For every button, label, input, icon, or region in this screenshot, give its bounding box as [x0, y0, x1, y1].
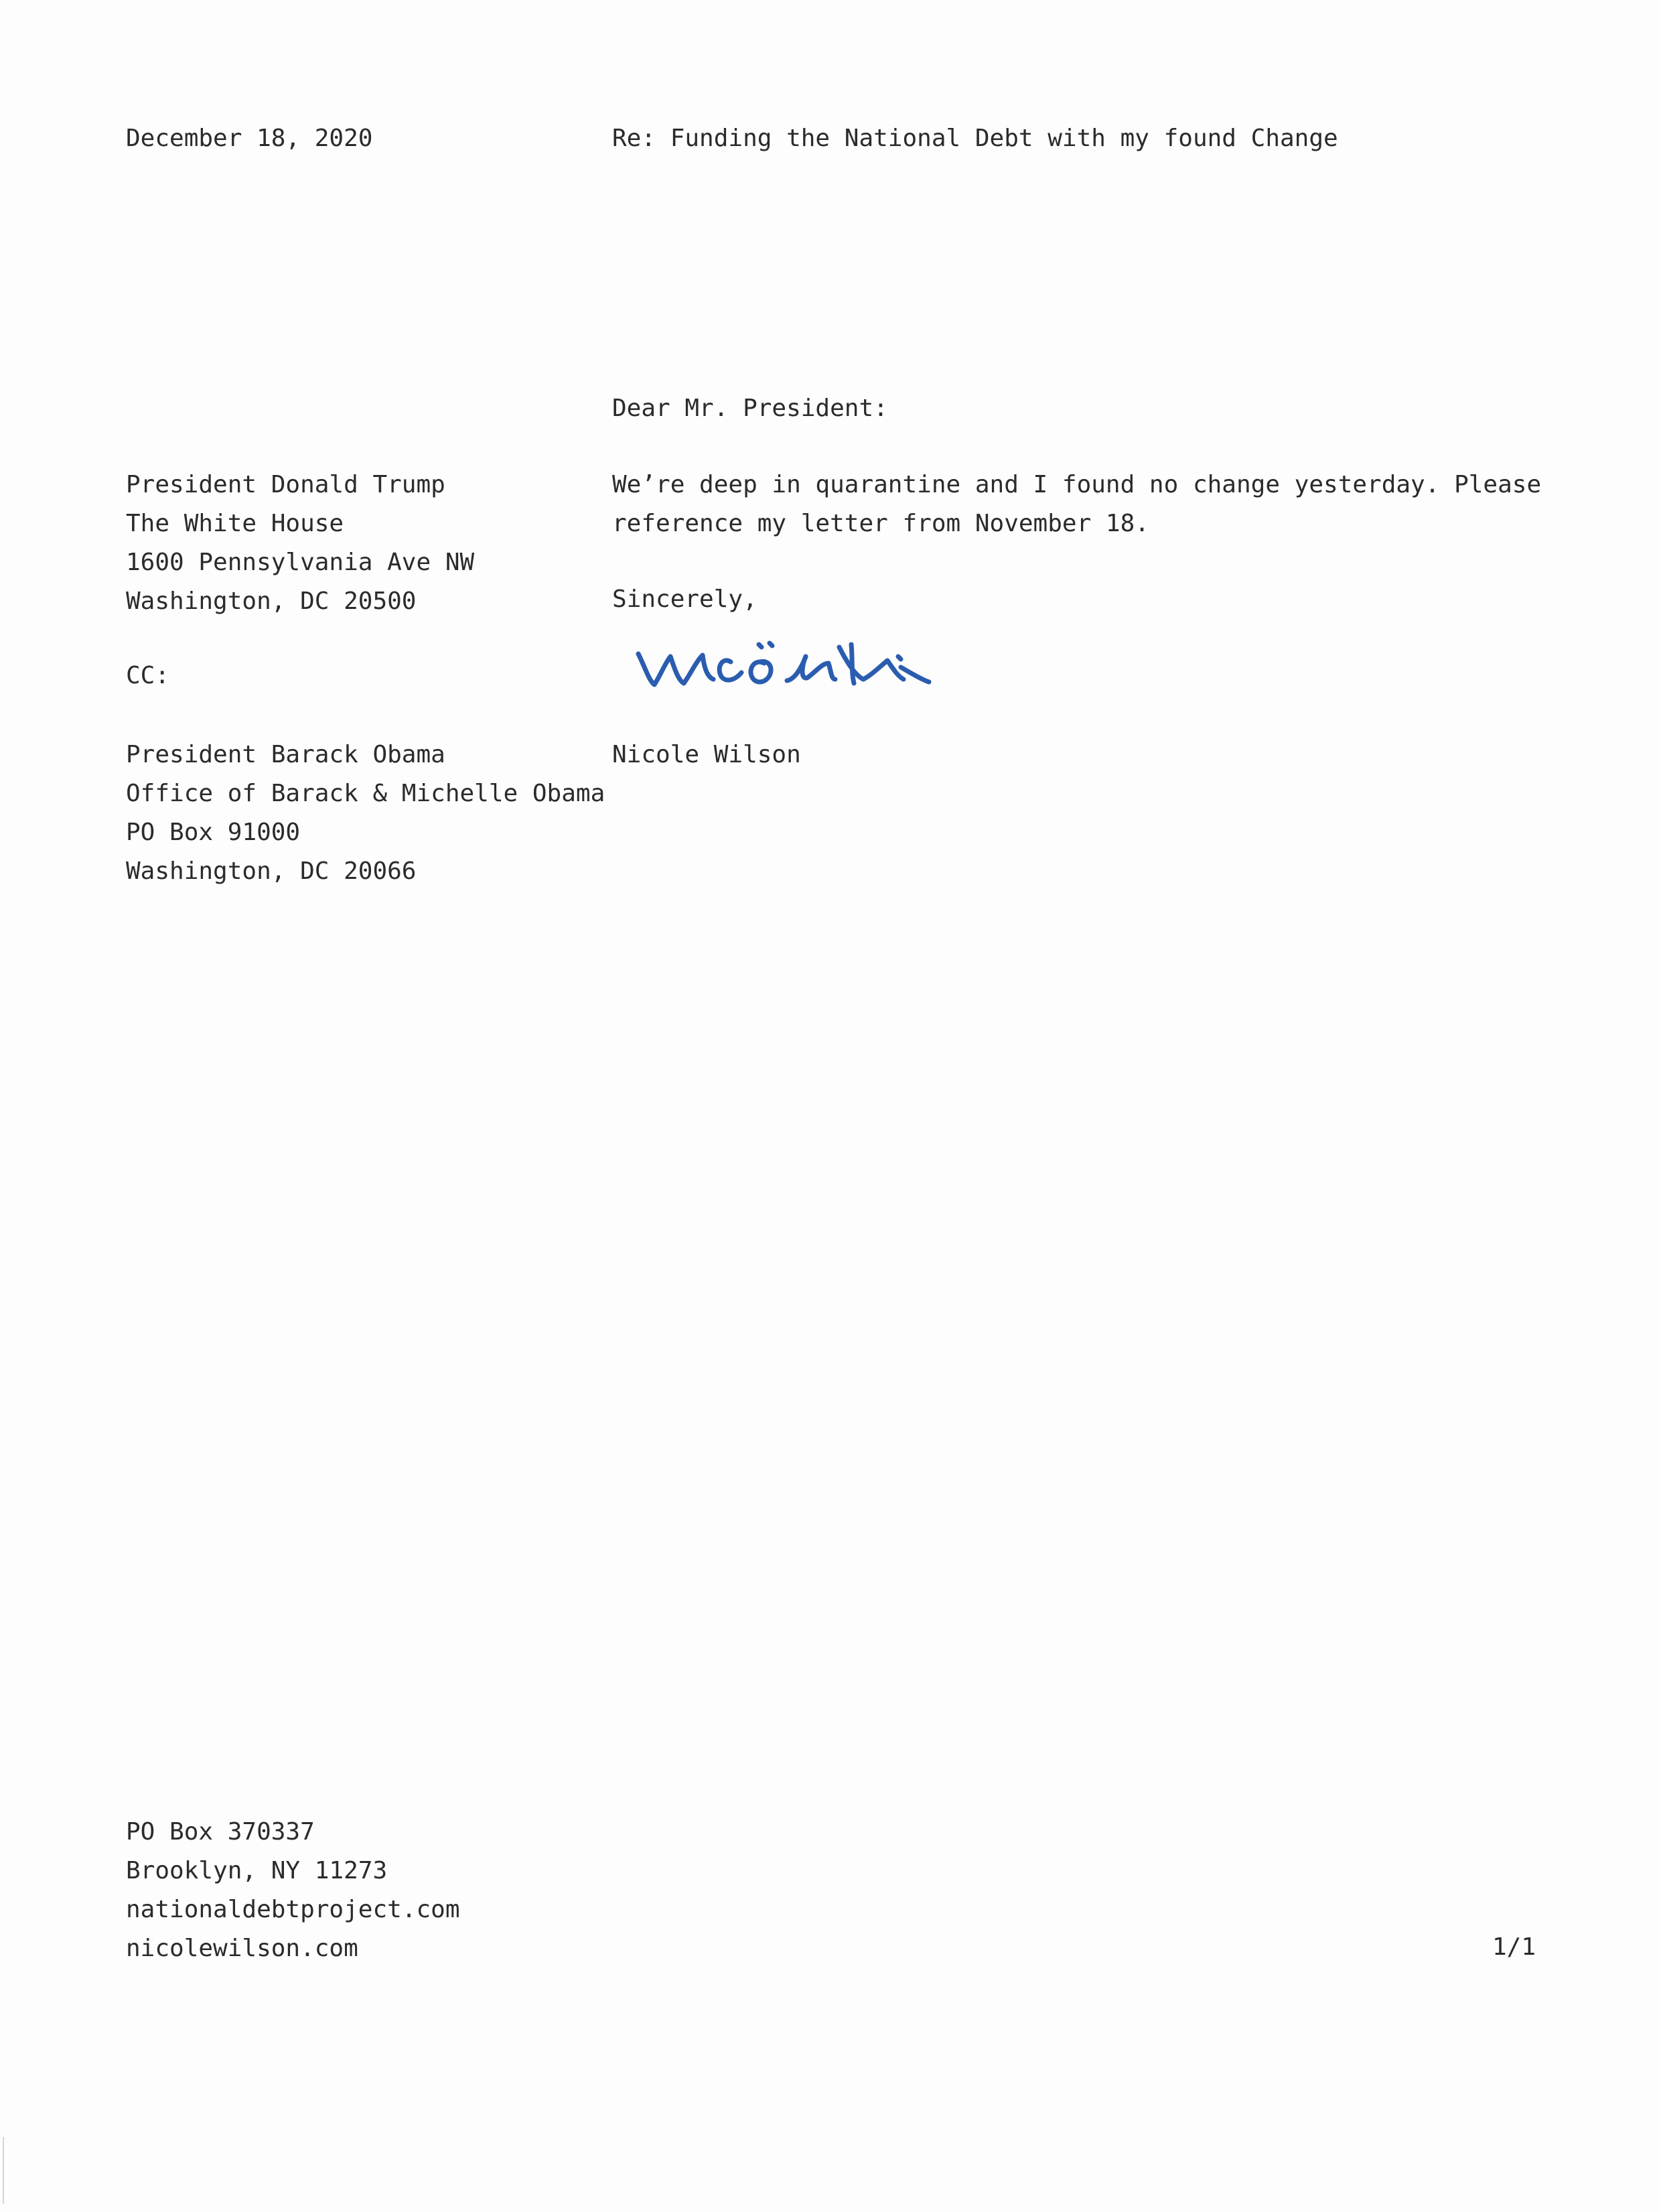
- recipient-street: 1600 Pennsylvania Ave NW: [126, 549, 475, 576]
- footer-city: Brooklyn, NY 11273: [126, 1857, 388, 1884]
- footer-website-personal: nicolewilson.com: [126, 1935, 358, 1962]
- page-number: 1/1: [1492, 1933, 1536, 1961]
- signature-ink: [638, 643, 929, 685]
- cc-city: Washington, DC 20066: [126, 857, 417, 885]
- footer-contact: [126, 1813, 460, 1968]
- cc-name: President Barack Obama: [126, 741, 445, 768]
- body-line: We’re deep in quarantine and I found no change yesterday. Please: [612, 471, 1542, 498]
- cc-address: [126, 736, 605, 891]
- footer-website-project: nationaldebtproject.com: [126, 1896, 460, 1923]
- recipient-name: President Donald Trump: [126, 471, 445, 498]
- letter-date: December 18, 2020: [126, 125, 373, 152]
- recipient-city: Washington, DC 20500: [126, 587, 417, 615]
- cc-po-box: PO Box 91000: [126, 819, 301, 846]
- closing: Sincerely,: [612, 585, 757, 613]
- sender-name: Nicole Wilson: [612, 741, 801, 768]
- letter-body: [612, 466, 1541, 543]
- cc-organization: Office of Barack & Michelle Obama: [126, 780, 605, 807]
- recipient-organization: The White House: [126, 510, 344, 537]
- body-line: reference my letter from November 18.: [612, 510, 1149, 537]
- scan-edge-mark: [3, 2137, 4, 2204]
- salutation: Dear Mr. President:: [612, 395, 888, 422]
- recipient-address: [126, 466, 474, 621]
- handwritten-signature: [626, 615, 968, 702]
- subject-line: Re: Funding the National Debt with my found Change: [612, 125, 1338, 152]
- cc-label: CC:: [126, 662, 170, 689]
- footer-po-box: PO Box 370337: [126, 1818, 315, 1846]
